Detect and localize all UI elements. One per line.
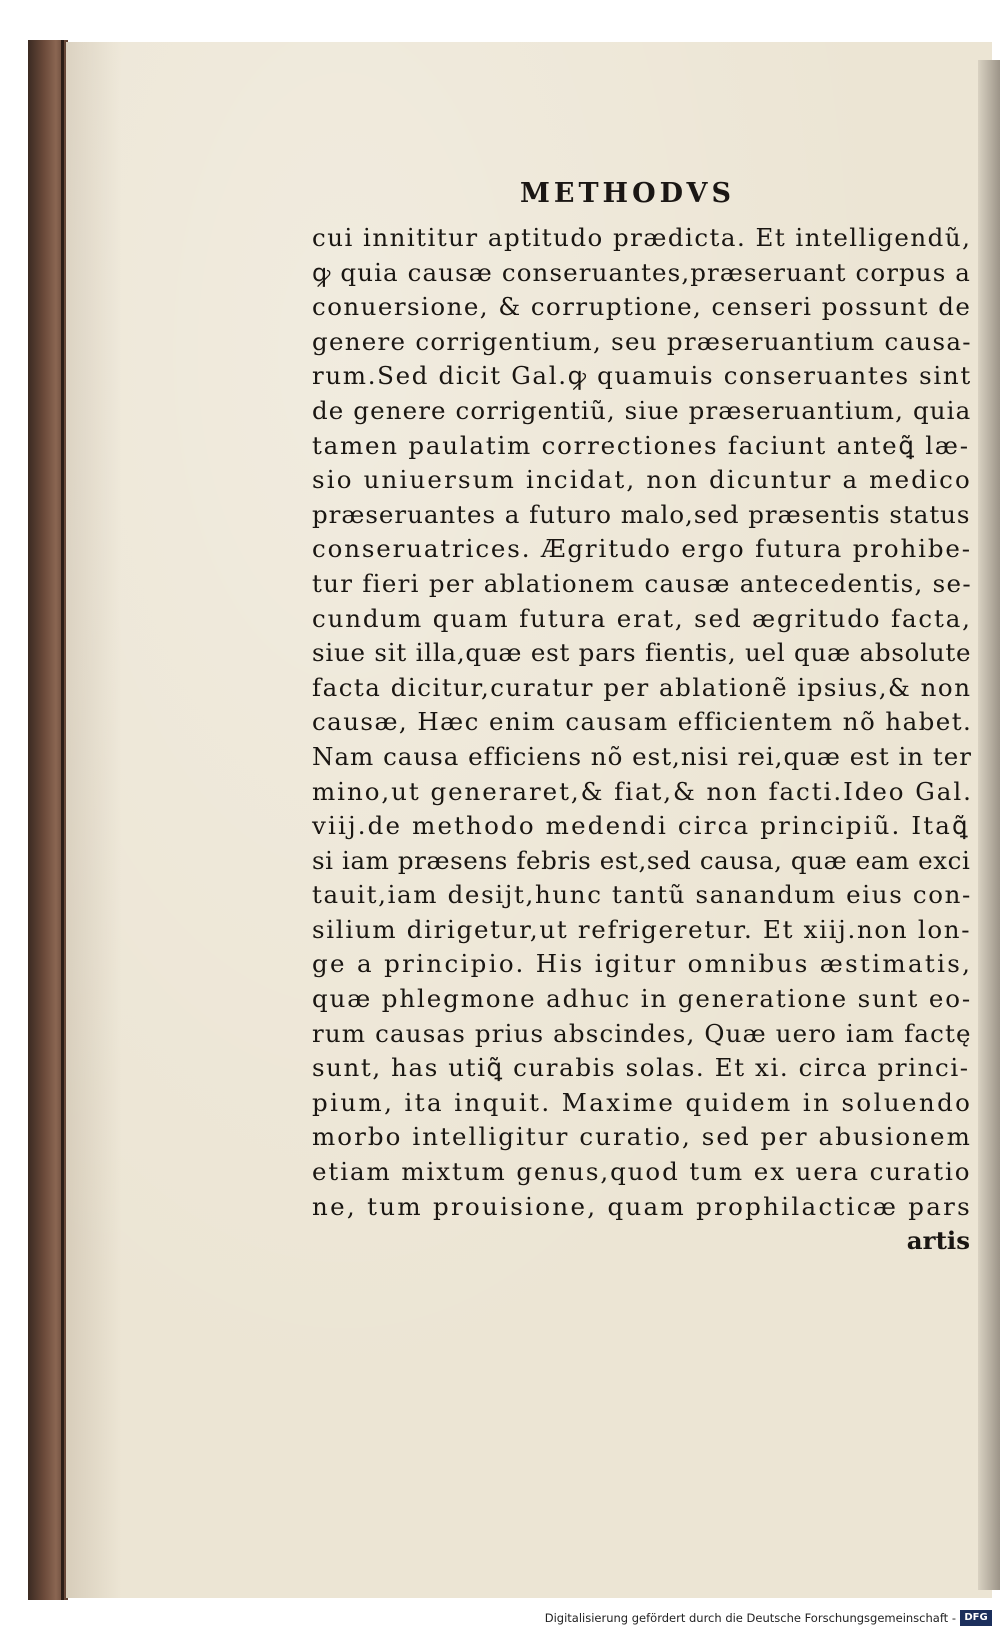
- text-line: pium, ita inquit. Maxime quidem in soluendo: [312, 1087, 973, 1117]
- text-line: ge a principio. His igitur omnibus æstimatis,: [312, 949, 973, 979]
- text-line: præseruantes a futuro malo,sed præsentis status: [312, 499, 971, 529]
- book-binding-edge: [28, 40, 68, 1600]
- text-line: tur fieri per ablationem causæ antecedentis, se-: [312, 568, 972, 598]
- text-line: conuersione, & corruptione, censeri possunt de: [312, 292, 972, 322]
- text-line: rum causas prius abscindes, Quæ uero iam factę: [312, 1018, 972, 1048]
- text-line: tamen paulatim correctiones faciunt anteꝗ̃ læ-: [312, 430, 970, 460]
- running-head: METHODVS: [520, 178, 735, 209]
- text-line: viij.de methodo medendi circa principiũ. Itaꝗ̃: [312, 811, 970, 841]
- binding-fold: [61, 40, 64, 1600]
- text-line: etiam mixtum genus,quod tum ex uera curatio: [312, 1157, 972, 1187]
- text-line: silium dirigetur,ut refrigeretur. Et xiij.non lon-: [312, 914, 972, 944]
- text-line: siue sit illa,quæ est pars fientis, uel quæ absolute: [312, 638, 972, 668]
- funding-credit: Digitalisierung gefördert durch die Deutsche Forschungsgemeinschaft -: [544, 1611, 956, 1625]
- text-line: rum.Sed dicit Gal.ꝙ quamuis conseruantes sint: [312, 361, 972, 391]
- footer-bar: [0, 1608, 1000, 1630]
- text-line: cui innititur aptitudo prædicta. Et intelligendũ,: [312, 223, 972, 252]
- text-line: si iam præsens febris est,sed causa, quæ eam exci: [312, 845, 971, 875]
- text-line: morbo intelligitur curatio, sed per abusionem: [312, 1122, 972, 1152]
- text-line: genere corrigentium, seu præseruantium causa-: [312, 326, 972, 356]
- page-edge-shadow: [978, 60, 1000, 1590]
- text-line: Nam causa efficiens nõ est,nisi rei,quæ est in ter: [312, 741, 972, 771]
- text-line: ne, tum prouisione, quam prophilacticæ pars: [312, 1191, 973, 1221]
- text-line: mino,ut generaret,& fiat,& non facti.Ideo Gal.: [312, 776, 973, 806]
- text-line: cundum quam futura erat, sed ægritudo facta,: [312, 603, 972, 633]
- text-line: causæ, Hæc enim causam efficientem nõ habet.: [312, 707, 973, 737]
- text-line: sio uniuersum incidat, non dicuntur a medico: [312, 465, 972, 495]
- text-line: de genere corrigentiũ, siue præseruantium, quia: [312, 395, 972, 425]
- main-text-block: [312, 221, 973, 1259]
- dfg-logo: DFG: [960, 1610, 992, 1626]
- text-line: ꝙ quia causæ conseruantes,præseruant corpus a: [312, 257, 972, 287]
- text-line: tauit,iam desijt,hunc tantũ sanandum eius con-: [312, 880, 972, 910]
- catchword: artis: [906, 1226, 970, 1256]
- text-line: quæ phlegmone adhuc in generatione sunt eo-: [312, 984, 973, 1014]
- text-line: conseruatrices. Ægritudo ergo futura prohibe-: [312, 534, 972, 564]
- text-line: sunt, has utiꝗ̃ curabis solas. Et xi. circa princi-: [312, 1053, 970, 1083]
- text-line: facta dicitur,curatur per ablationẽ ipsius,& non: [312, 672, 972, 702]
